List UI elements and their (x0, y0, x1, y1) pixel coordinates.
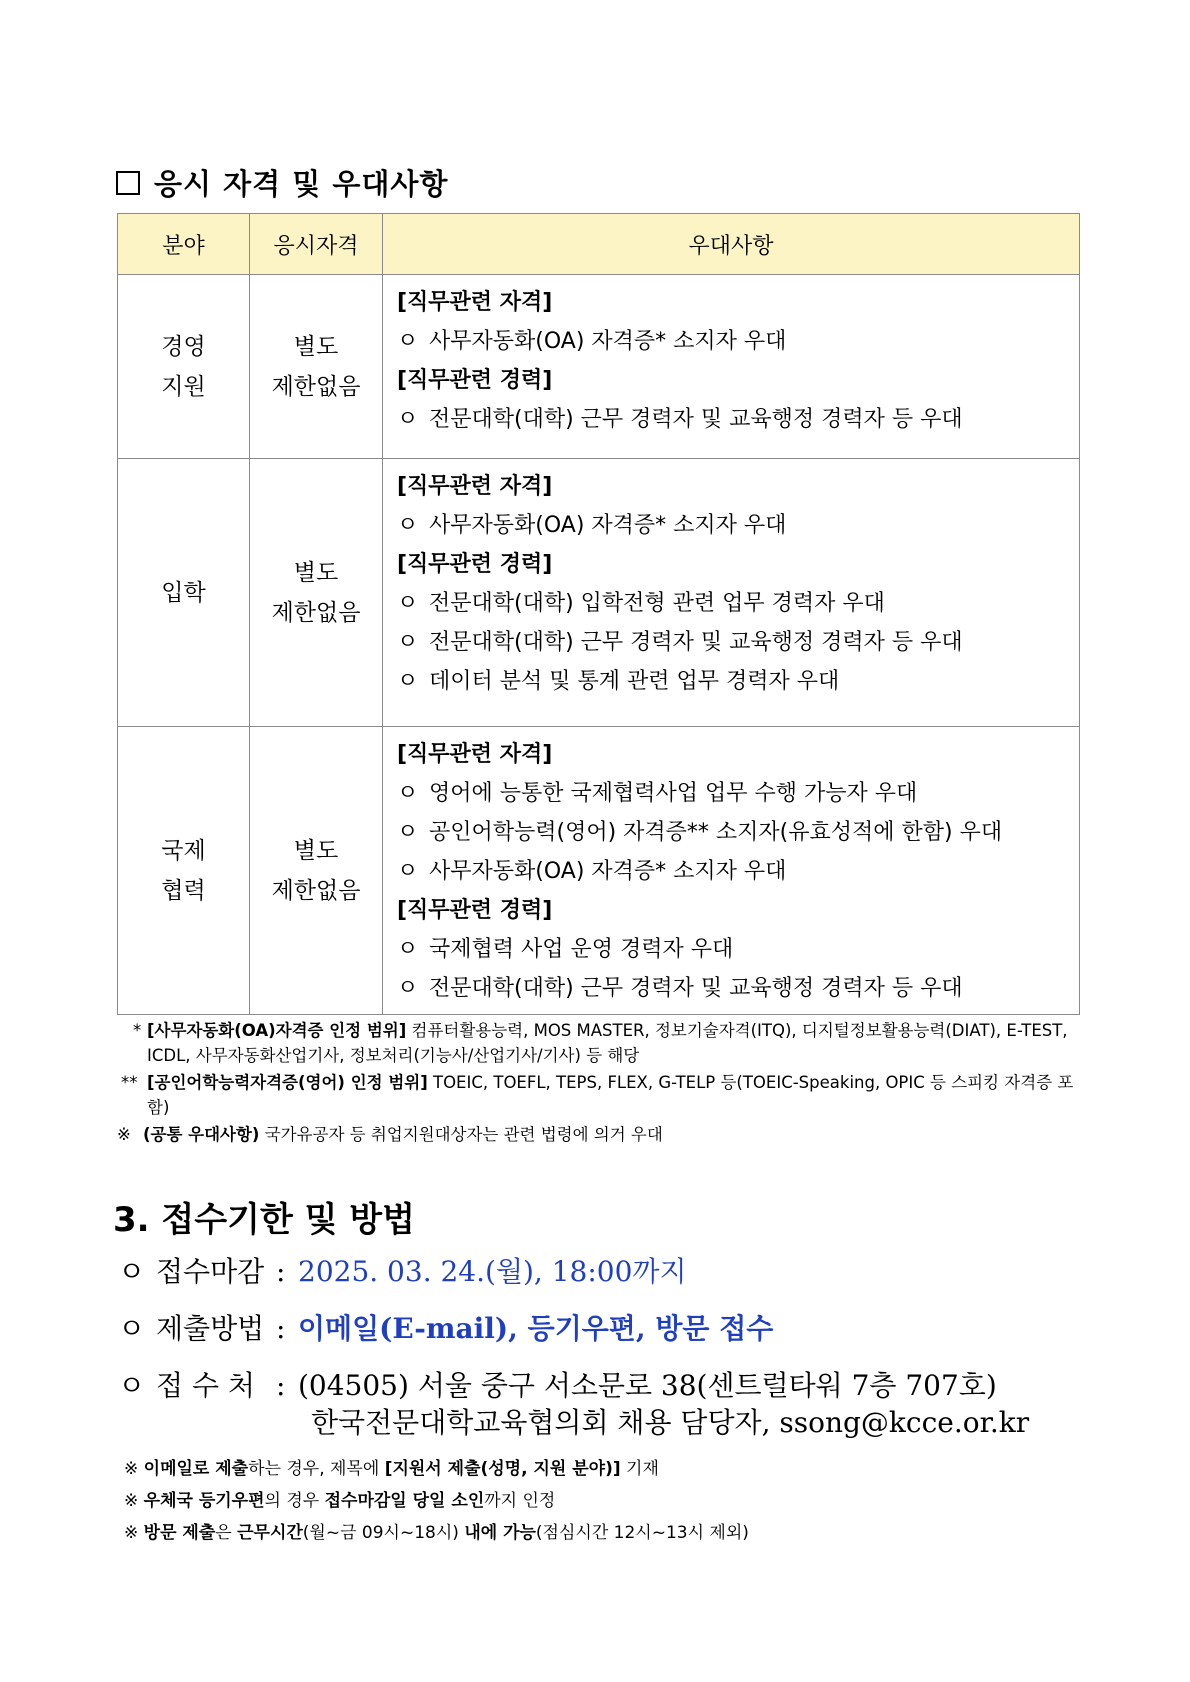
note-text: 컴퓨터활용능력, MOS MASTER, 정보기술자격(ITQ), 디지털정보활용능력(DIAT), E-TEST, ICDL, 사무자동화산업기사, 정보처리(기능사/산업기사/기사) 등 해당 (147, 1021, 1068, 1065)
cell-preference (383, 459, 1080, 727)
note-bold: [공인어학능력자격증(영어) 인정 범위] (147, 1073, 428, 1092)
item-text: 사무자동화(OA) 자격증* 소지자 우대 (429, 859, 787, 884)
note-bold: [사무자동화(OA)자격증 인정 범위] (147, 1021, 407, 1040)
bullet-icon: ㅇ (118, 1369, 146, 1402)
item-text: 전문대학(대학) 근무 경력자 및 교육행정 경력자 등 우대 (429, 630, 963, 655)
deadline-label: 접수마감 (156, 1255, 265, 1288)
cell-qualification (250, 275, 383, 459)
item-text: 공인어학능력(영어) 자격증** 소지자(유효성적에 한함) 우대 (429, 820, 1003, 845)
bullet-icon: ㅇ (397, 669, 419, 694)
qualification-heading-text: 응시 자격 및 우대사항 (154, 167, 449, 201)
header-preference: 우대사항 (383, 214, 1080, 275)
note-language (117, 1070, 1085, 1120)
bullet-icon: ㅇ (397, 513, 419, 538)
deadline-row (118, 1250, 687, 1290)
cell-qualification (250, 459, 383, 727)
bullet-icon: ㅇ (397, 407, 419, 432)
section3-title: 3. 접수기한 및 방법 (113, 1200, 415, 1240)
list-item (397, 774, 1079, 813)
header-qualification: 응시자격 (250, 214, 383, 275)
note-mark: ※ (124, 1523, 139, 1543)
item-text: 전문대학(대학) 근무 경력자 및 교육행정 경력자 등 우대 (429, 976, 963, 1001)
group-title: [직무관련 경력] (397, 368, 553, 393)
list-item (397, 623, 1079, 662)
cell-field (118, 275, 250, 459)
bullet-icon: ㅇ (397, 630, 419, 655)
group-title: [직무관련 경력] (397, 898, 553, 923)
group-title: [직무관련 자격] (397, 290, 553, 315)
table-row (118, 275, 1080, 459)
bullet-icon: ㅇ (118, 1312, 146, 1345)
list-item (397, 506, 1079, 545)
table-row (118, 459, 1080, 727)
field-label: 경영 지원 (161, 333, 206, 400)
qualification-label: 별도 제한없음 (271, 837, 361, 904)
method-label: 제출방법 (156, 1312, 265, 1345)
qualification-table (117, 213, 1080, 1015)
deadline-value: 2025. 03. 24.(월), 18:00까지 (298, 1255, 687, 1288)
cell-qualification (250, 727, 383, 1015)
list-item (397, 662, 1079, 701)
colon: : (276, 1312, 286, 1345)
bullet-icon: ㅇ (397, 859, 419, 884)
colon: : (276, 1369, 286, 1402)
item-text: 사무자동화(OA) 자격증* 소지자 우대 (429, 513, 787, 538)
checkbox-square-icon (116, 171, 140, 195)
item-text: 국제협력 사업 운영 경력자 우대 (429, 937, 734, 962)
note-mark: ** (121, 1073, 138, 1092)
cell-field (118, 727, 250, 1015)
list-item (397, 930, 1079, 969)
cell-preference (383, 727, 1080, 1015)
bullet-icon: ㅇ (397, 820, 419, 845)
list-item (397, 322, 1079, 361)
note-oa (117, 1018, 1085, 1068)
bullet-icon: ㅇ (397, 329, 419, 354)
list-item (397, 852, 1079, 891)
table-row (118, 727, 1080, 1015)
header-field: 분야 (118, 214, 250, 275)
list-item (397, 813, 1079, 852)
table-notes (117, 1018, 1085, 1147)
list-item (397, 400, 1079, 439)
bullet-icon: ㅇ (118, 1255, 146, 1288)
item-text: 전문대학(대학) 근무 경력자 및 교육행정 경력자 등 우대 (429, 407, 963, 432)
note-text: 국가유공자 등 취업지원대상자는 관련 법령에 의거 우대 (259, 1125, 663, 1144)
group-title: [직무관련 자격] (397, 742, 553, 767)
method-value: 이메일(E-mail), 등기우편, 방문 접수 (298, 1312, 774, 1345)
field-label: 입학 (161, 579, 206, 606)
bullet-icon: ㅇ (397, 781, 419, 806)
item-text: 전문대학(대학) 입학전형 관련 업무 경력자 우대 (429, 591, 885, 616)
note-text: TOEIC, TOEFL, TEPS, FLEX, G-TELP 등(TOEIC-Speaking, OPIC 등 스피킹 자격증 포함) (147, 1073, 1074, 1117)
item-text: 데이터 분석 및 통계 관련 업무 경력자 우대 (429, 669, 840, 694)
bullet-icon: ㅇ (397, 591, 419, 616)
group-title: [직무관련 자격] (397, 474, 553, 499)
method-row (118, 1307, 773, 1347)
table-header-row (118, 214, 1080, 275)
cell-field (118, 459, 250, 727)
address-line2: 한국전문대학교육협의회 채용 담당자, ssong@kcce.or.kr (311, 1406, 1030, 1439)
note-bold: (공통 우대사항) (143, 1125, 260, 1144)
note-mark: ※ (124, 1491, 139, 1511)
list-item (397, 584, 1079, 623)
item-text: 영어에 능통한 국제협력사업 업무 수행 가능자 우대 (429, 781, 918, 806)
qualification-label: 별도 제한없음 (271, 333, 361, 400)
bullet-icon: ㅇ (397, 976, 419, 1001)
footnote-visit: ※ 방문 제출은 근무시간(월~금 09시~18시) 내에 가능(점심시간 12시~13시 제외) (124, 1523, 749, 1543)
colon: : (276, 1255, 286, 1288)
footnote-post: ※ 우체국 등기우편의 경우 접수마감일 당일 소인까지 인정 (124, 1491, 556, 1511)
qualification-heading (116, 162, 448, 203)
qualification-label: 별도 제한없음 (271, 559, 361, 626)
note-mark: ※ (117, 1125, 131, 1144)
footnote-email: ※ 이메일로 제출하는 경우, 제목에 [지원서 제출(성명, 지원 분야)] 기재 (124, 1459, 659, 1479)
field-label: 국제 협력 (161, 837, 206, 904)
note-mark: ※ (124, 1459, 139, 1479)
note-mark: * (133, 1021, 142, 1040)
address-line1: (04505) 서울 중구 서소문로 38(센트럴타워 7층 707호) (298, 1369, 997, 1402)
group-title: [직무관련 경력] (397, 552, 553, 577)
address-row (118, 1364, 997, 1404)
item-text: 사무자동화(OA) 자격증* 소지자 우대 (429, 329, 787, 354)
note-common (117, 1122, 1085, 1147)
cell-preference (383, 275, 1080, 459)
address-label: 접 수 처 (156, 1369, 255, 1402)
list-item (397, 969, 1079, 1008)
bullet-icon: ㅇ (397, 937, 419, 962)
